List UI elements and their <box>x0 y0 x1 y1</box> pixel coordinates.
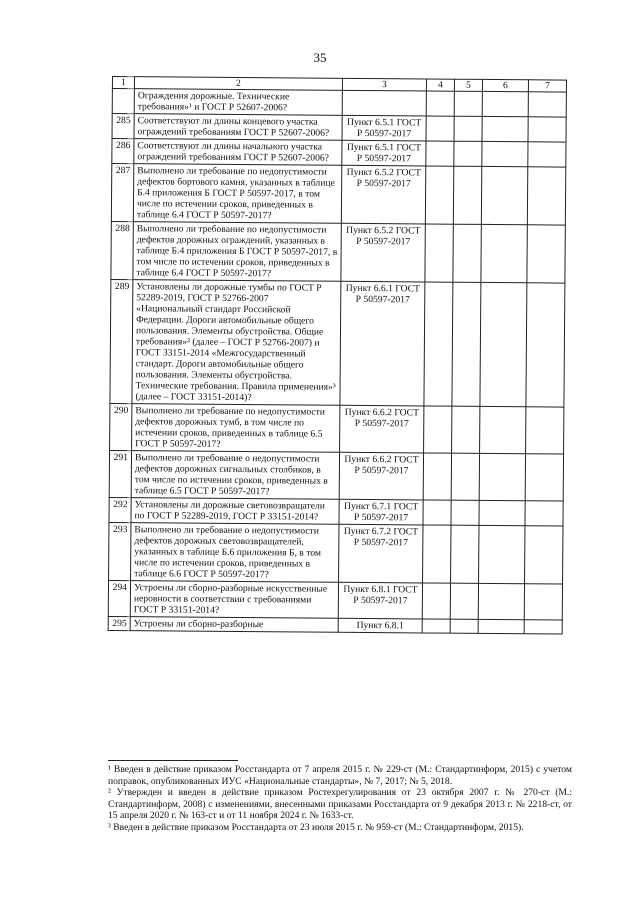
question-cell: Устроены ли сборно-разборные искусственные неровности в соответствии с требованиями ГОСТ Р 33151-2014? <box>130 581 338 619</box>
reference-cell: Пункт 6.5.1 ГОСТ Р 50597-2017 <box>342 115 426 141</box>
empty-cell <box>479 453 525 500</box>
row-number: 295 <box>108 616 130 630</box>
empty-cell <box>451 453 479 500</box>
empty-cell <box>479 525 525 583</box>
table-row <box>109 522 563 584</box>
row-number: 289 <box>110 279 133 403</box>
empty-cell <box>454 141 482 166</box>
reference-cell <box>342 90 426 116</box>
question-cell: Ограждения дорожные. Технические требования»¹ и ГОСТ Р 52607-2006? <box>134 89 342 116</box>
reference-cell: Пункт 6.8.1 ГОСТ Р 50597-2017 <box>338 582 422 619</box>
table-row <box>108 580 562 620</box>
empty-cell <box>425 166 453 224</box>
table-row <box>111 221 565 283</box>
footnote-divider <box>108 760 238 761</box>
table-row <box>110 403 564 454</box>
empty-cell <box>452 282 481 406</box>
empty-cell <box>525 526 563 584</box>
reference-cell: Пункт 6.5.1 ГОСТ Р 50597-2017 <box>342 140 426 166</box>
empty-cell <box>481 166 527 224</box>
empty-cell <box>528 142 566 167</box>
checklist-table <box>108 76 567 635</box>
row-number: 290 <box>110 403 132 450</box>
row-number <box>112 89 134 114</box>
column-header: 5 <box>454 79 482 91</box>
empty-cell <box>528 92 566 117</box>
question-cell: Установлены ли дорожные тумбы по ГОСТ Р 52289-2019, ГОСТ Р 52766-2007 «Национальный стандарт Российской Федерации. Дороги автомобильные общего пользования. Элементы обустройства. Общие требования»² (далее – ГОСТ Р 52766-2007) и ГОСТ 33151-2014 «Межгосударственный стандарт. Дороги автомобильные общего пользования. Элементы обустройства. Технические требования. Правила применения»³ (далее – ГОСТ 33151-2014)? <box>132 280 341 406</box>
reference-cell: Пункт 6.6.2 ГОСТ Р 50597-2017 <box>340 405 424 453</box>
reference-cell: Пункт 6.7.2 ГОСТ Р 50597-2017 <box>339 524 423 583</box>
empty-cell <box>528 117 566 142</box>
table-row <box>112 114 566 143</box>
row-number: 287 <box>111 164 133 222</box>
row-number: 293 <box>109 522 131 580</box>
table-row <box>112 139 566 168</box>
question-cell: Выполнено ли требование о недопустимости дефектов дорожных сигнальных столбиков, в том числе по истечении сроков, приведенных в таблице 6.5 ГОСТ Р 50597-2017? <box>131 451 339 500</box>
empty-cell <box>451 500 479 525</box>
empty-cell <box>423 500 451 525</box>
column-header: 1 <box>112 77 134 89</box>
empty-cell <box>426 91 454 116</box>
question-cell: Установлены ли дорожные световозвращатели по ГОСТ Р 52289-2019, ГОСТ Р 33151-2014? <box>131 498 339 525</box>
row-number: 288 <box>111 221 133 279</box>
empty-cell <box>482 116 528 141</box>
table-row <box>109 450 563 501</box>
empty-cell <box>425 224 453 282</box>
row-number: 285 <box>112 114 134 139</box>
table-row <box>112 89 566 118</box>
footnotes <box>108 760 572 833</box>
empty-cell <box>524 620 562 634</box>
empty-cell <box>423 453 451 500</box>
empty-cell <box>478 619 524 633</box>
empty-cell <box>453 166 481 224</box>
empty-cell <box>422 619 450 633</box>
empty-cell <box>478 583 524 619</box>
reference-cell: Пункт 6.6.2 ГОСТ Р 50597-2017 <box>339 452 423 500</box>
reference-cell: Пункт 6.5.2 ГОСТ Р 50597-2017 <box>341 165 425 224</box>
empty-cell <box>525 501 563 526</box>
empty-cell <box>525 454 563 501</box>
empty-cell <box>481 224 527 282</box>
empty-cell <box>527 225 565 283</box>
reference-cell: Пункт 6.7.1 ГОСТ Р 50597-2017 <box>339 499 423 525</box>
empty-cell <box>482 141 528 166</box>
empty-cell <box>423 525 451 583</box>
question-cell: Выполнено ли требование по недопустимости дефектов бортового камня, указанных в таблице Б.4 приложения Б ГОСТ Р 50597-2017, в том числе по истечении сроков, приведенных в таблице 6.4 ГОСТ Р 50597-2017? <box>133 164 341 224</box>
empty-cell <box>452 406 480 453</box>
empty-cell <box>454 91 482 116</box>
table-row <box>110 279 565 407</box>
footnote-2: ² Утвержден и введен в действие приказом Ростехрегулирования от 23 октября 2007 г. № 270-ст (М.: Стандартинформ, 2008) с изменениями, внесенными приказами Росстандарта от 9 декабря 2013 г. № 2218-ст, от 15 апреля 2020 г. № 163-ст и от 11 ноября 2024 г. № 1633-ст. <box>108 787 572 821</box>
empty-cell <box>482 91 528 116</box>
column-header: 6 <box>482 79 528 91</box>
column-header: 7 <box>528 80 566 92</box>
page-number: 35 <box>313 50 327 65</box>
reference-cell: Пункт 6.6.1 ГОСТ Р 50597-2017 <box>340 281 425 406</box>
empty-cell <box>526 283 565 407</box>
footnote-3: ³ Введен в действие приказом Росстандарта от 23 июля 2015 г. № 959-ст (М.: Стандартинформ, 2015). <box>108 821 524 833</box>
empty-cell <box>450 583 478 619</box>
empty-cell <box>526 407 564 454</box>
empty-cell <box>426 116 454 141</box>
empty-cell <box>479 500 525 525</box>
column-header: 2 <box>134 77 342 91</box>
empty-cell <box>480 282 527 406</box>
table-row <box>109 497 563 526</box>
question-cell: Выполнено ли требование по недопустимости дефектов дорожных ограждений, указанных в таблице Б.4 приложения Б ГОСТ Р 50597-2017, в том числе по истечении сроков, приведенных в таблице 6.4 ГОСТ Р 50597-2017? <box>133 222 341 282</box>
table-row <box>108 616 562 634</box>
empty-cell <box>527 167 565 225</box>
empty-cell <box>424 406 452 453</box>
row-number: 294 <box>108 580 130 616</box>
question-cell: Выполнено ли требование о недопустимости дефектов дорожных световозвращателей, указанных в таблице Б.6 приложения Б, в том числе по истечении сроков, приведенных в таблице 6.6 ГОСТ Р 50597-2017? <box>131 523 339 583</box>
empty-cell <box>451 525 479 583</box>
empty-cell <box>453 224 481 282</box>
empty-cell <box>524 584 562 620</box>
table-row <box>111 164 565 226</box>
question-cell: Соответствуют ли длины концевого участка ограждений требованиям ГОСТ Р 52607-2006? <box>134 114 342 141</box>
empty-cell <box>426 141 454 166</box>
column-header: 3 <box>342 78 426 91</box>
empty-cell <box>422 583 450 619</box>
footnote-1: ¹ Введен в действие приказом Росстандарта от 7 апреля 2015 г. № 229-ст (М.: Стандартинформ, 2015) с учетом поправок, опубликованных ИУС «Национальные стандарты», № 7, 2017; № 5, 2018. <box>108 764 572 787</box>
column-header: 4 <box>426 79 454 91</box>
question-cell: Выполнено ли требование по недопустимости дефектов дорожных тумб, в том числе по истечении сроков, приведенных в таблице 6.5 ГОСТ Р 50597-2017? <box>132 404 340 453</box>
row-number: 286 <box>112 139 134 164</box>
reference-cell: Пункт 6.5.2 ГОСТ Р 50597-2017 <box>341 223 425 282</box>
empty-cell <box>424 282 453 406</box>
question-cell: Соответствуют ли длины начального участка ограждений требованиям ГОСТ Р 52607-2006? <box>134 139 342 166</box>
row-number: 291 <box>109 450 131 497</box>
empty-cell <box>480 406 526 453</box>
reference-cell: Пункт 6.8.1 <box>338 618 422 633</box>
empty-cell <box>450 619 478 633</box>
empty-cell <box>454 116 482 141</box>
row-number: 292 <box>109 497 131 522</box>
question-cell: Устроены ли сборно-разборные <box>130 617 338 633</box>
